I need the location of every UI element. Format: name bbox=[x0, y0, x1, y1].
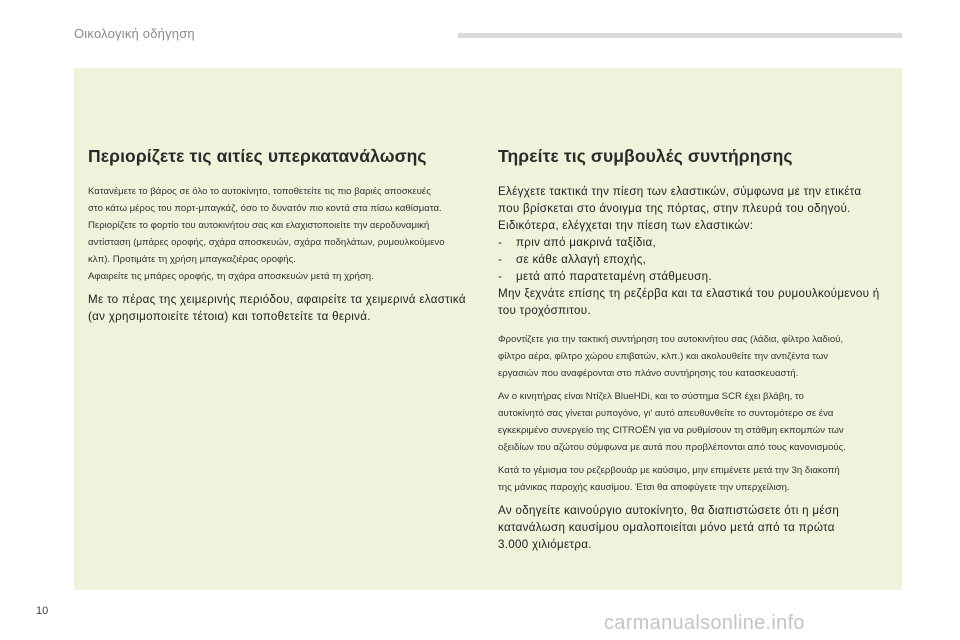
refuelling-advice bbox=[498, 462, 890, 496]
list-item: - μετά από παρατεταμένη στάθμευση. bbox=[498, 268, 890, 285]
refuelling-line: Κατά το γέμισμα του ρεζερβουάρ με καύσιμο, μην επιμένετε μετά την 3η διακοπή bbox=[498, 465, 840, 476]
header-rule bbox=[458, 33, 902, 38]
winter-tyres-line: Με το πέρας της χειμερινής περιόδου, αφαιρείτε τα χειμερινά ελαστικά bbox=[88, 293, 466, 306]
page-number: 10 bbox=[36, 605, 49, 617]
maintenance-line: εργασιών που αναφέρονται στο πλάνο συντήρησης του κατασκευαστή. bbox=[498, 368, 799, 379]
tyre-pressure-advice bbox=[498, 183, 890, 319]
chapter-title: Οικολογική οδήγηση bbox=[74, 26, 195, 41]
tyre-pressure-line: Μην ξεχνάτε επίσης τη ρεζέρβα και τα ελαστικά του ρυμουλκούμενου ή bbox=[498, 287, 880, 300]
weight-advice-line: Αφαιρείτε τις μπάρες οροφής, τη σχάρα αποσκευών μετά τη χρήση. bbox=[88, 271, 374, 282]
right-heading: Τηρείτε τις συμβουλές συντήρησης bbox=[498, 146, 793, 166]
weight-advice-line: Κατανέμετε το βάρος σε όλο το αυτοκίνητο, τοποθετείτε τις πιο βαριές αποσκευές bbox=[88, 186, 431, 197]
new-car-line: 3.000 χιλιόμετρα. bbox=[498, 538, 592, 551]
maintenance-line: Φροντίζετε για την τακτική συντήρηση του αυτοκινήτου σας (λάδια, φίλτρο λαδιού, bbox=[498, 334, 844, 345]
new-car-line: Αν οδηγείτε καινούργιο αυτοκίνητο, θα διαπιστώσετε ότι η μέση bbox=[498, 504, 840, 517]
tyre-pressure-line: Ελέγχετε τακτικά την πίεση των ελαστικών, σύμφωνα με την ετικέτα bbox=[498, 185, 862, 198]
winter-tyres-line: (αν χρησιμοποιείτε τέτοια) και τοποθετείτε τα θερινά. bbox=[88, 310, 371, 323]
scr-line: Αν ο κινητήρας είναι Ντίζελ BlueHDi, και το σύστημα SCR έχει βλάβη, το bbox=[498, 391, 804, 402]
weight-advice-line: Περιορίζετε το φορτίο του αυτοκινήτου σας και ελαχιστοποιείτε την αεροδυναμική bbox=[88, 220, 430, 231]
new-car-advice bbox=[498, 502, 890, 553]
weight-advice-line: αντίσταση (μπάρες οροφής, σχάρα αποσκευών, σχάρα ποδηλάτων, ρυμουλκούμενο bbox=[88, 237, 445, 248]
left-heading: Περιορίζετε τις αιτίες υπερκατανάλωσης bbox=[88, 146, 427, 166]
tyre-pressure-line: του τροχόσπιτου. bbox=[498, 304, 591, 317]
watermark: carmanualsonline.info bbox=[604, 612, 805, 634]
list-item: - πριν από μακρινά ταξίδια, bbox=[498, 234, 890, 251]
weight-advice-line: κλπ). Προτιμάτε τη χρήση μπαγκαζιέρας οροφής. bbox=[88, 254, 296, 265]
maintenance-line: φίλτρο αέρα, φίλτρο χώρου επιβατών, κλπ.) και ακολουθείτε την αντιζέντα των bbox=[498, 351, 829, 362]
tyre-check-list bbox=[498, 234, 890, 285]
tyre-pressure-line: Ειδικότερα, ελέγχεται την πίεση των ελαστικών: bbox=[498, 219, 754, 232]
weight-advice-line: στο κάτω μέρος του πορτ-μπαγκάζ, όσο το δυνατόν πιο κοντά στα πίσω καθίσματα. bbox=[88, 203, 442, 214]
left-column bbox=[88, 146, 478, 325]
list-item: - σε κάθε αλλαγή εποχής, bbox=[498, 251, 890, 268]
scr-line: εγκεκριμένο συνεργείο της CITROËN για να ρυθμίσουν τη στάθμη εκπομπών των bbox=[498, 425, 844, 436]
tyre-pressure-line: που βρίσκεται στο άνοιγμα της πόρτας, στην πλευρά του οδηγού. bbox=[498, 202, 851, 215]
new-car-line: κατανάλωση καυσίμου ομαλοποιείται μόνο μετά από τα πρώτα bbox=[498, 521, 835, 534]
weight-advice bbox=[88, 183, 478, 285]
refuelling-line: της μάνικας παροχής καυσίμου. Έτσι θα αποφύγετε την υπερχείλιση. bbox=[498, 482, 790, 493]
scr-line: αυτοκίνητό σας γίνεται ρυπογόνο, γι' αυτό απευθυνθείτε το συντομότερο σε ένα bbox=[498, 408, 834, 419]
content-panel bbox=[74, 68, 902, 590]
winter-tyres-advice bbox=[88, 291, 478, 325]
maintenance-advice bbox=[498, 331, 890, 382]
scr-line: οξειδίων του αζώτου σύμφωνα με αυτά που προβλέπονται από τους κανονισμούς. bbox=[498, 442, 846, 453]
scr-advice bbox=[498, 388, 890, 456]
right-column bbox=[498, 146, 890, 553]
